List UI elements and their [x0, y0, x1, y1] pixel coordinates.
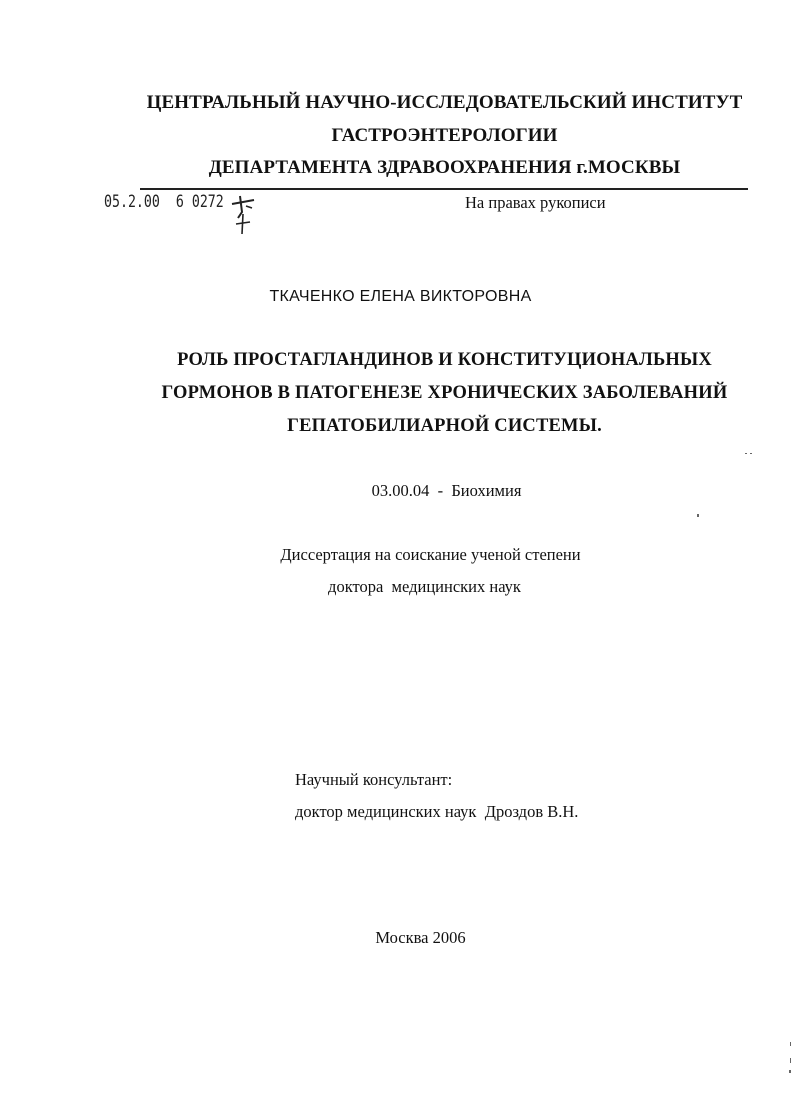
title-line-2: ГОРМОНОВ В ПАТОГЕНЕЗЕ ХРОНИЧЕСКИХ ЗАБОЛЕВАНИЙ: [161, 383, 728, 403]
consultant-label: Научный консультант:: [295, 770, 453, 789]
institute-line-2: ГАСТРОЭНТЕРОЛОГИИ: [331, 125, 558, 146]
place-year: Москва 2006: [375, 928, 466, 947]
scan-speck: [750, 453, 752, 454]
rights-note: На правах рукописи: [465, 193, 606, 212]
stamp-code-1: 05.2.00: [104, 192, 160, 212]
title-line-1: РОЛЬ ПРОСТАГЛАНДИНОВ И КОНСТИТУЦИОНАЛЬНЫХ: [177, 350, 712, 370]
degree-line-2: доктора медицинских наук: [328, 577, 521, 596]
stamp-code-2: 6 0272: [175, 192, 224, 212]
scan-speck: [789, 1070, 791, 1073]
scan-speck: [790, 1058, 791, 1063]
scan-speck: [790, 1042, 791, 1046]
registration-stamp: [104, 192, 224, 212]
institute-line-1: ЦЕНТРАЛЬНЫЙ НАУЧНО-ИССЛЕДОВАТЕЛЬСКИЙ ИНСТИТУТ: [146, 92, 743, 113]
handwritten-mark-icon: [228, 194, 258, 236]
institute-line-3: ДЕПАРТАМЕНТА ЗДРАВООХРАНЕНИЯ г.МОСКВЫ: [208, 157, 681, 178]
degree-line-1: Диссертация на соискание ученой степени: [280, 545, 581, 564]
consultant-name: доктор медицинских наук Дроздов В.Н.: [295, 802, 579, 821]
header-rule: [140, 188, 748, 190]
specialty: 03.00.04 - Биохимия: [371, 481, 522, 500]
scan-speck: [745, 453, 747, 454]
title-line-3: ГЕПАТОБИЛИАРНОЙ СИСТЕМЫ.: [287, 416, 602, 436]
author-name: ТКАЧЕНКО ЕЛЕНА ВИКТОРОВНА: [269, 288, 532, 305]
scan-speck: [697, 514, 699, 517]
